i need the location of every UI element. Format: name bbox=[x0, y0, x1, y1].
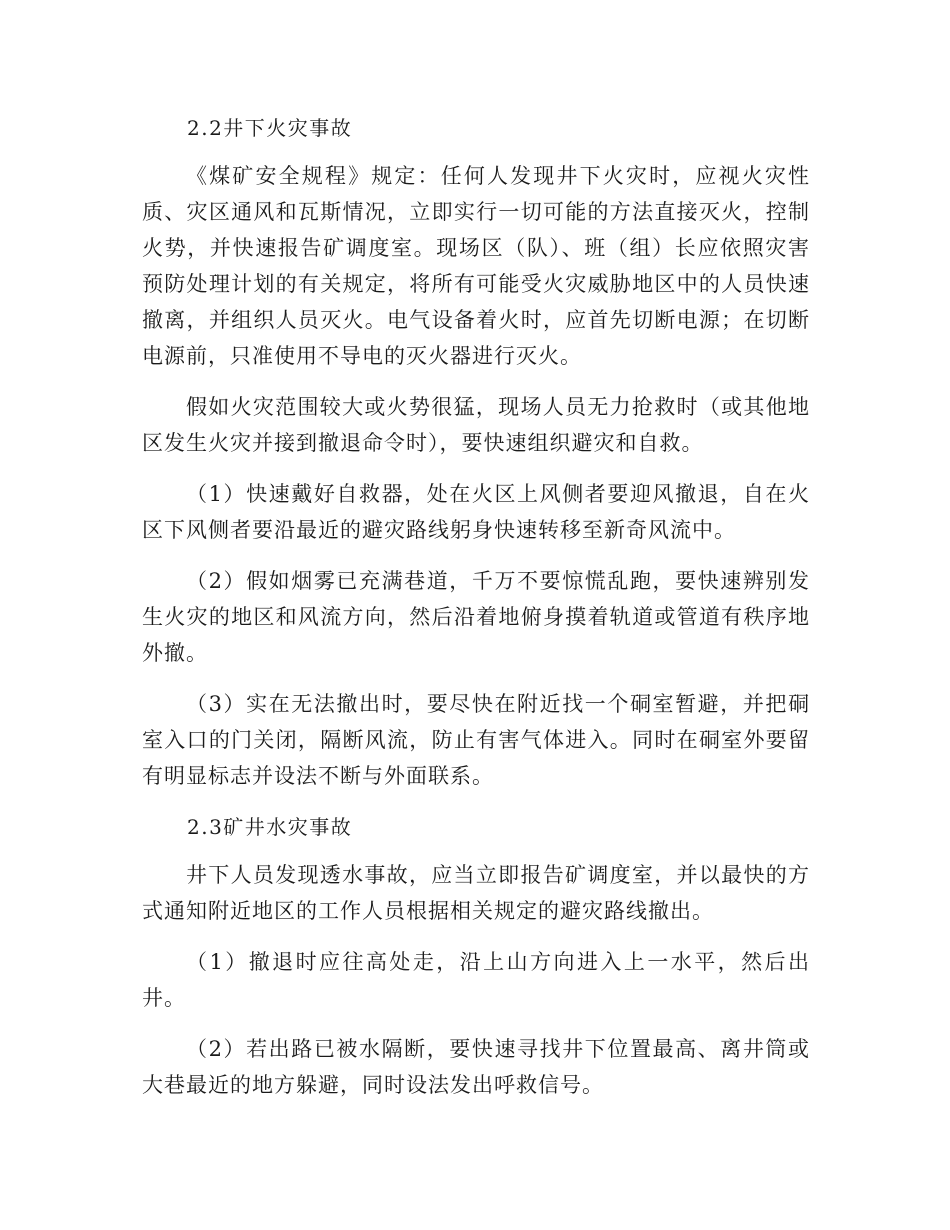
paragraph-fire-step-3: （3）实在无法撤出时，要尽快在附近找一个硐室暂避，并把硐室入口的门关闭，隔断风流，防止有害气体进入。同时在硐室外要留有明显标志并设法不断与外面联系。 bbox=[142, 692, 810, 788]
paragraph-flood-report: 井下人员发现透水事故，应当立即报告矿调度室，并以最快的方式通知附近地区的工作人员根据相关规定的避灾路线撤出。 bbox=[142, 863, 810, 923]
paragraph-regulation: 《煤矿安全规程》规定：任何人发现井下火灾时，应视火灾性质、灾区通风和瓦斯情况，立即实行一切可能的方法直接灭火，控制火势，并快速报告矿调度室。现场区（队）、班（组）长应依照灾害预防处理计划的有关规定，将所有可能受火灾威胁地区中的人员快速撤离，并组织人员灭火。电气设备着火时，应首先切断电源；在切断电源前，只准使用不导电的灭火器进行灭火。 bbox=[142, 164, 810, 368]
paragraph-large-fire: 假如火灾范围较大或火势很猛，现场人员无力抢救时（或其他地区发生火灾并接到撤退命令时），要快速组织避灾和自救。 bbox=[142, 395, 810, 455]
paragraph-fire-step-1: （1）快速戴好自救器，处在火区上风侧者要迎风撤退，自在火区下风侧者要沿最近的避灾路线躬身快速转移至新奇风流中。 bbox=[142, 482, 810, 542]
paragraph-fire-step-2: （2）假如烟雾已充满巷道，千万不要惊慌乱跑，要快速辨别发生火灾的地区和风流方向，然后沿着地俯身摸着轨道或管道有秩序地外撤。 bbox=[142, 569, 810, 665]
paragraph-flood-step-2: （2）若出路已被水隔断，要快速寻找井下位置最高、离井筒或大巷最近的地方躲避，同时设法发出呼救信号。 bbox=[142, 1037, 810, 1097]
section-heading-flood: 2.3矿井水灾事故 bbox=[187, 815, 353, 839]
paragraph-flood-step-1: （1）撤退时应往高处走，沿上山方向进入上一水平，然后出井。 bbox=[142, 950, 810, 1010]
section-heading-fire: 2.2井下火灾事故 bbox=[187, 116, 353, 140]
document-body bbox=[142, 110, 810, 1103]
